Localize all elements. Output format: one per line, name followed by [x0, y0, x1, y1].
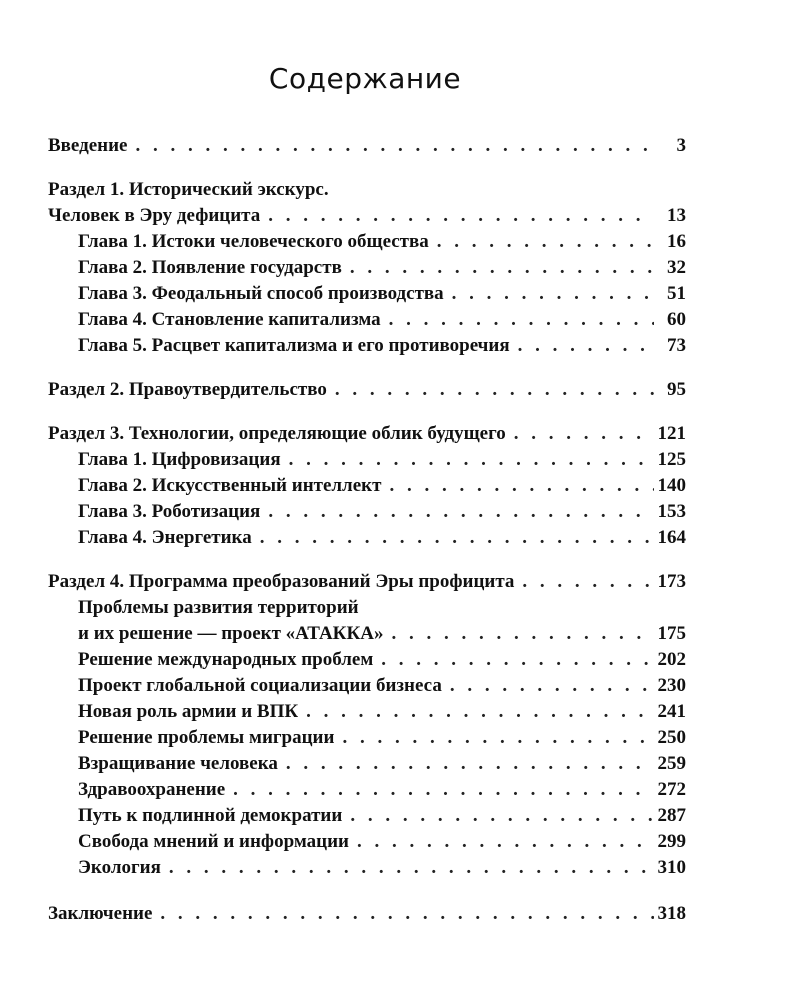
- toc-entry-page: 60: [667, 309, 686, 330]
- toc-entry-label: Глава 4. Энергетика: [78, 527, 252, 548]
- toc-entry-page: 13: [667, 205, 686, 226]
- toc-entry-label: и их решение — проект «АТАККА»: [78, 623, 384, 644]
- toc-entry-subsection[interactable]: [48, 725, 686, 751]
- toc-entry-label: Глава 2. Появление государств: [78, 257, 342, 278]
- toc-entry-page: 95: [667, 379, 686, 400]
- toc-entry-chapter[interactable]: [48, 307, 686, 333]
- toc-entry-label: Экология: [78, 857, 161, 878]
- toc-entry-page: 310: [657, 857, 686, 878]
- toc-entry-section-1[interactable]: [48, 203, 686, 229]
- dot-leader: [306, 699, 653, 725]
- toc-entry-page: 125: [657, 449, 686, 470]
- toc-entry-chapter[interactable]: [48, 281, 686, 307]
- dot-leader: [268, 203, 654, 229]
- toc-entry-subsection[interactable]: [48, 647, 686, 673]
- dot-leader: [514, 421, 654, 447]
- toc-entry-page: 140: [657, 475, 686, 496]
- toc-entry-label: Свобода мнений и информации: [78, 831, 350, 852]
- toc-entry-chapter[interactable]: [48, 333, 686, 359]
- toc-entry-page: 173: [657, 571, 686, 592]
- toc-entry-page: 16: [667, 231, 686, 252]
- toc-entry-label: Глава 5. Расцвет капитализма и его противоречия: [78, 335, 510, 356]
- dot-leader: [233, 777, 653, 803]
- toc-entry-label: Раздел 1. Исторический экскурс.: [48, 179, 329, 200]
- dot-leader: [389, 473, 653, 499]
- toc-entry-subsection[interactable]: [48, 777, 686, 803]
- toc-entry-section-1-heading[interactable]: [48, 177, 686, 203]
- toc-entry-page: 202: [657, 649, 686, 670]
- toc-entry-chapter[interactable]: [48, 255, 686, 281]
- dot-leader: [518, 333, 654, 359]
- toc-entry-label: Заключение: [48, 903, 153, 924]
- dot-leader: [381, 647, 653, 673]
- dot-leader: [389, 307, 654, 333]
- toc-entry-label: Путь к подлинной демократии: [78, 805, 343, 826]
- toc-entry-page: 272: [657, 779, 686, 800]
- toc-entry-page: 230: [657, 675, 686, 696]
- toc-entry-label: Глава 4. Становление капитализма: [78, 309, 381, 330]
- dot-leader: [391, 621, 653, 647]
- toc-entry-label: Глава 2. Искусственный интеллект: [78, 475, 382, 496]
- dot-leader: [260, 525, 654, 551]
- toc-entry-label: Решение проблемы миграции: [78, 727, 335, 748]
- toc-entry-page: 318: [657, 903, 686, 924]
- toc-entry-label: Введение: [48, 135, 128, 156]
- toc-entry-page: 287: [657, 805, 686, 826]
- dot-leader: [350, 255, 654, 281]
- toc-entry-label: Раздел 4. Программа преобразований Эры профицита: [48, 571, 515, 592]
- dot-leader: [522, 569, 653, 595]
- dot-leader: [169, 855, 654, 881]
- toc-entry-subsection[interactable]: [48, 855, 686, 881]
- toc-entry-subsection-heading[interactable]: [48, 595, 686, 621]
- toc-entry-label: Раздел 2. Правоутвердительство: [48, 379, 327, 400]
- toc-entry-subsection[interactable]: [48, 621, 686, 647]
- toc-entry-chapter[interactable]: [48, 499, 686, 525]
- toc-entry-chapter[interactable]: [48, 229, 686, 255]
- table-of-contents: [48, 133, 686, 927]
- toc-entry-chapter[interactable]: [48, 525, 686, 551]
- toc-entry-label: Решение международных проблем: [78, 649, 374, 670]
- toc-entry-subsection[interactable]: [48, 673, 686, 699]
- toc-entry-page: 73: [667, 335, 686, 356]
- dot-leader: [342, 725, 653, 751]
- toc-entry-page: 299: [657, 831, 686, 852]
- dot-leader: [357, 829, 653, 855]
- toc-entry-label: Глава 1. Истоки человеческого общества: [78, 231, 429, 252]
- toc-entry-label: Проект глобальной социализации бизнеса: [78, 675, 442, 696]
- dot-leader: [268, 499, 653, 525]
- toc-entry-subsection[interactable]: [48, 803, 686, 829]
- dot-leader: [160, 901, 653, 927]
- toc-entry-page: 153: [657, 501, 686, 522]
- toc-entry-chapter[interactable]: [48, 473, 686, 499]
- dot-leader: [136, 133, 655, 159]
- toc-entry-label: Новая роль армии и ВПК: [78, 701, 299, 722]
- toc-entry-subsection[interactable]: [48, 751, 686, 777]
- toc-entry-chapter[interactable]: [48, 447, 686, 473]
- dot-leader: [437, 229, 654, 255]
- toc-entry-page: 250: [657, 727, 686, 748]
- toc-entry-label: Глава 1. Цифровизация: [78, 449, 281, 470]
- toc-entry-section-2[interactable]: [48, 377, 686, 403]
- toc-entry-page: 51: [667, 283, 686, 304]
- toc-entry-label: Проблемы развития территорий: [78, 597, 359, 618]
- toc-entry-label: Глава 3. Феодальный способ производства: [78, 283, 444, 304]
- toc-entry-subsection[interactable]: [48, 829, 686, 855]
- toc-entry-label: Взращивание человека: [78, 753, 278, 774]
- toc-entry-section-4[interactable]: [48, 569, 686, 595]
- toc-entry-page: 32: [667, 257, 686, 278]
- toc-entry-subsection[interactable]: [48, 699, 686, 725]
- dot-leader: [450, 673, 654, 699]
- toc-entry-page: 241: [657, 701, 686, 722]
- toc-entry-label: Глава 3. Роботизация: [78, 501, 261, 522]
- toc-entry-conclusion[interactable]: [48, 901, 686, 927]
- toc-entry-section-3[interactable]: [48, 421, 686, 447]
- toc-entry-label: Раздел 3. Технологии, определяющие облик будущего: [48, 423, 506, 444]
- dot-leader: [289, 447, 654, 473]
- toc-entry-page: 164: [657, 527, 686, 548]
- dot-leader: [286, 751, 654, 777]
- toc-entry-page: 175: [657, 623, 686, 644]
- toc-entry-page: 121: [657, 423, 686, 444]
- toc-entry-introduction[interactable]: [48, 133, 686, 159]
- dot-leader: [335, 377, 654, 403]
- toc-entry-page: 3: [676, 135, 686, 156]
- dot-leader: [350, 803, 653, 829]
- page-title: Содержание: [268, 62, 462, 95]
- dot-leader: [452, 281, 654, 307]
- toc-entry-page: 259: [657, 753, 686, 774]
- toc-entry-label: Человек в Эру дефицита: [48, 205, 261, 226]
- toc-entry-label: Здравоохранение: [78, 779, 226, 800]
